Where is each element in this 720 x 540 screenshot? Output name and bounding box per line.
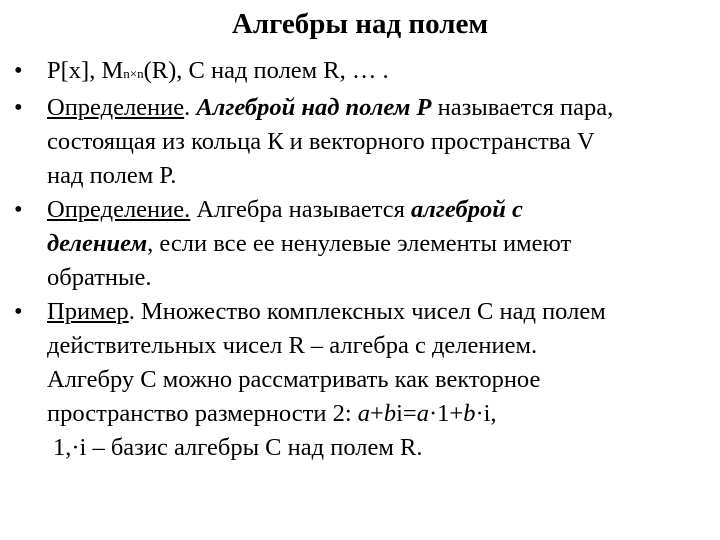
var-b: b <box>383 400 397 427</box>
definition-label: Определение <box>47 94 185 121</box>
slide-title: Алгебры над полем <box>231 8 489 40</box>
bullet-dot: • <box>14 94 23 121</box>
matrix-subscript: n×n <box>123 66 144 81</box>
examples-text: P[x], M <box>47 57 124 84</box>
examples-rest: (R), C над полем R, … . <box>143 57 389 84</box>
example-line-3: Алгебру C можно рассматривать как векторное <box>47 366 541 393</box>
definition-line-3: над полем P. <box>47 162 177 189</box>
example-text-1: . Множество комплексных чисел C над полем <box>128 298 606 325</box>
definition-label: Определение. <box>47 196 191 223</box>
definition-text-before: Алгебра называется <box>190 196 412 223</box>
definition-line-3: обратные. <box>47 264 152 291</box>
example-line-5: 1,·i – базис алгебры C над полем R. <box>53 434 423 461</box>
var-a: a <box>416 400 429 427</box>
definition-line-2: состоящая из кольца К и векторного пространства V <box>47 128 595 155</box>
example-line-2: действительных чисел R – алгебра с делением. <box>47 332 538 359</box>
definition-text-after: , если все ее ненулевые элементы имеют <box>147 230 572 257</box>
list-item-definition-algebra <box>14 91 714 193</box>
example-label: Пример <box>47 298 129 325</box>
bullet-dot: • <box>14 196 23 223</box>
definition-dot: . <box>184 94 191 121</box>
example-line-4: пространство размерности 2: a+bi=a·1+b·i, <box>47 400 497 427</box>
list-item-examples <box>14 54 714 91</box>
list-item-definition-division-algebra <box>14 193 714 295</box>
bullet-list <box>14 54 714 465</box>
list-item-example <box>14 295 714 465</box>
bullet-dot: • <box>14 57 23 84</box>
algebra-term: Алгеброй над полем P <box>196 94 432 121</box>
division-algebra-term-2: делением <box>47 230 148 257</box>
division-algebra-term-1: алгеброй с <box>411 196 523 223</box>
var-b: b <box>463 400 476 427</box>
bullet-dot: • <box>14 298 23 325</box>
definition-text: называется пара, <box>431 94 614 121</box>
var-a: a <box>357 400 370 427</box>
